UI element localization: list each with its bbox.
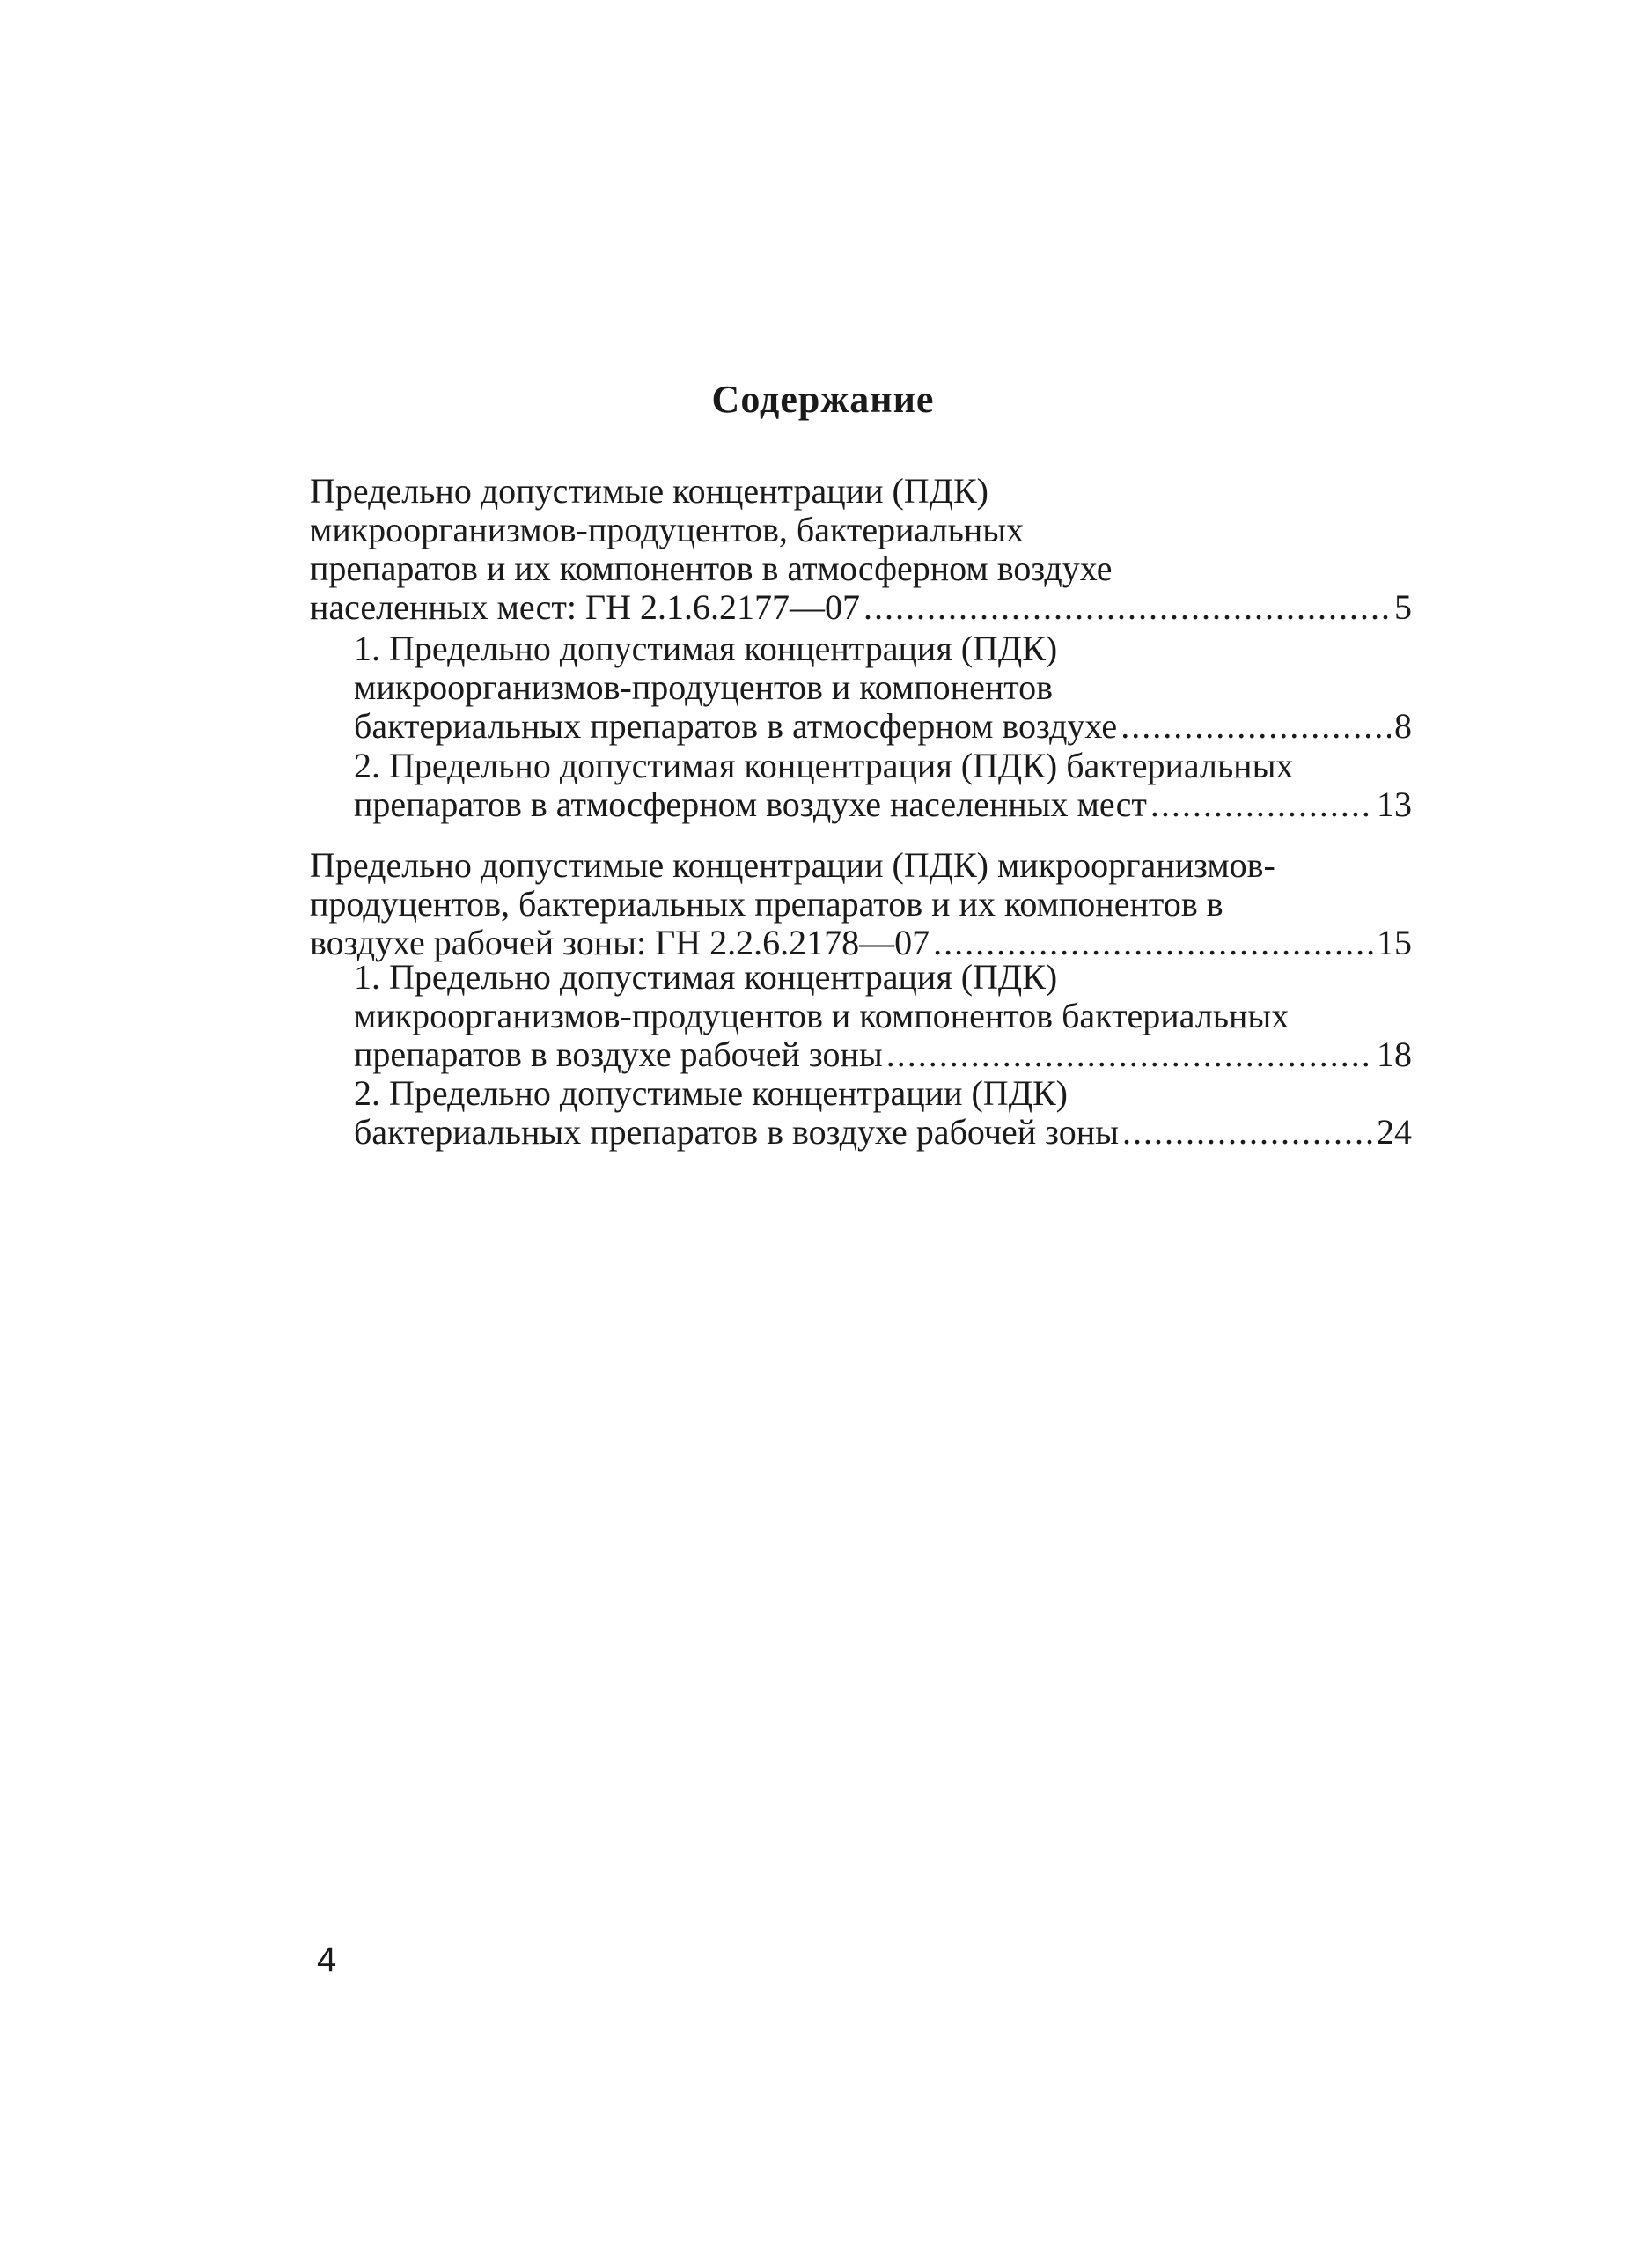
toc-entry-last-line <box>310 588 1412 627</box>
toc-entry-line: препаратов и их компонентов в атмосферном воздухе <box>310 549 1113 588</box>
toc-page-number: 13 <box>1377 784 1412 824</box>
toc-entry-line: препаратов в атмосферном воздухе населенных мест <box>354 784 1147 824</box>
toc-page-number: 5 <box>1394 587 1412 627</box>
toc-entry-line: микроорганизмов-продуцентов, бактериальных <box>310 510 1025 549</box>
toc-entry-last-line <box>354 1035 1412 1074</box>
dot-leader <box>1150 785 1373 824</box>
toc-entry-line: бактериальных препаратов в воздухе рабочей зоны <box>354 1112 1120 1152</box>
toc-entry-line: препаратов в воздухе рабочей зоны <box>354 1035 883 1074</box>
dot-leader <box>1121 707 1391 746</box>
toc-entry-subsection-2-1 <box>354 958 1412 1074</box>
toc-entry-line: микроорганизмов-продуцентов и компонентов бактериальных <box>354 996 1290 1035</box>
dot-leader <box>886 1035 1373 1074</box>
toc-entry-line: Предельно допустимые концентрации (ПДК) <box>310 471 988 511</box>
toc-entry-line: 1. Предельно допустимая концентрация (ПДК) <box>354 957 1058 997</box>
dot-leader <box>863 588 1391 627</box>
toc-title: Содержание <box>711 378 935 421</box>
toc-entry-subsection-1-1 <box>354 630 1412 746</box>
toc-entry-section-1 <box>310 472 1412 627</box>
toc-entry-subsection-2-2 <box>354 1074 1412 1152</box>
toc-entry-line: 1. Предельно допустимая концентрация (ПДК) <box>354 629 1058 668</box>
toc-page-number: 24 <box>1377 1112 1412 1152</box>
toc-entry-line: бактериальных препаратов в атмосферном воздухе <box>354 706 1118 746</box>
toc-entry-last-line <box>354 785 1412 824</box>
dot-leader <box>1122 1113 1373 1152</box>
toc-entry-last-line <box>354 1113 1412 1152</box>
toc-entry-subsection-1-2 <box>354 747 1412 824</box>
toc-entry-line: микроорганизмов-продуцентов и компонентов <box>354 667 1054 707</box>
toc-entry-section-2 <box>310 846 1412 962</box>
toc-entry-last-line <box>354 707 1412 746</box>
toc-page-number: 15 <box>1377 923 1412 962</box>
toc-entry-line: воздухе рабочей зоны: ГН 2.2.6.2178—07 <box>310 923 930 962</box>
toc-entry-line: 2. Предельно допустимая концентрация (ПДК) бактериальных <box>354 746 1294 785</box>
toc-entry-line: 2. Предельно допустимые концентрации (ПДК) <box>354 1073 1068 1113</box>
toc-entry-line: продуцентов, бактериальных препаратов и их компонентов в <box>310 884 1223 924</box>
toc-page-number: 8 <box>1394 706 1412 746</box>
page-number: 4 <box>317 1940 337 1979</box>
toc-page-number: 18 <box>1377 1035 1412 1074</box>
toc-entry-line: населенных мест: ГН 2.1.6.2177—07 <box>310 587 860 627</box>
toc-entry-line: Предельно допустимые концентрации (ПДК) микроорганизмов- <box>310 845 1275 885</box>
